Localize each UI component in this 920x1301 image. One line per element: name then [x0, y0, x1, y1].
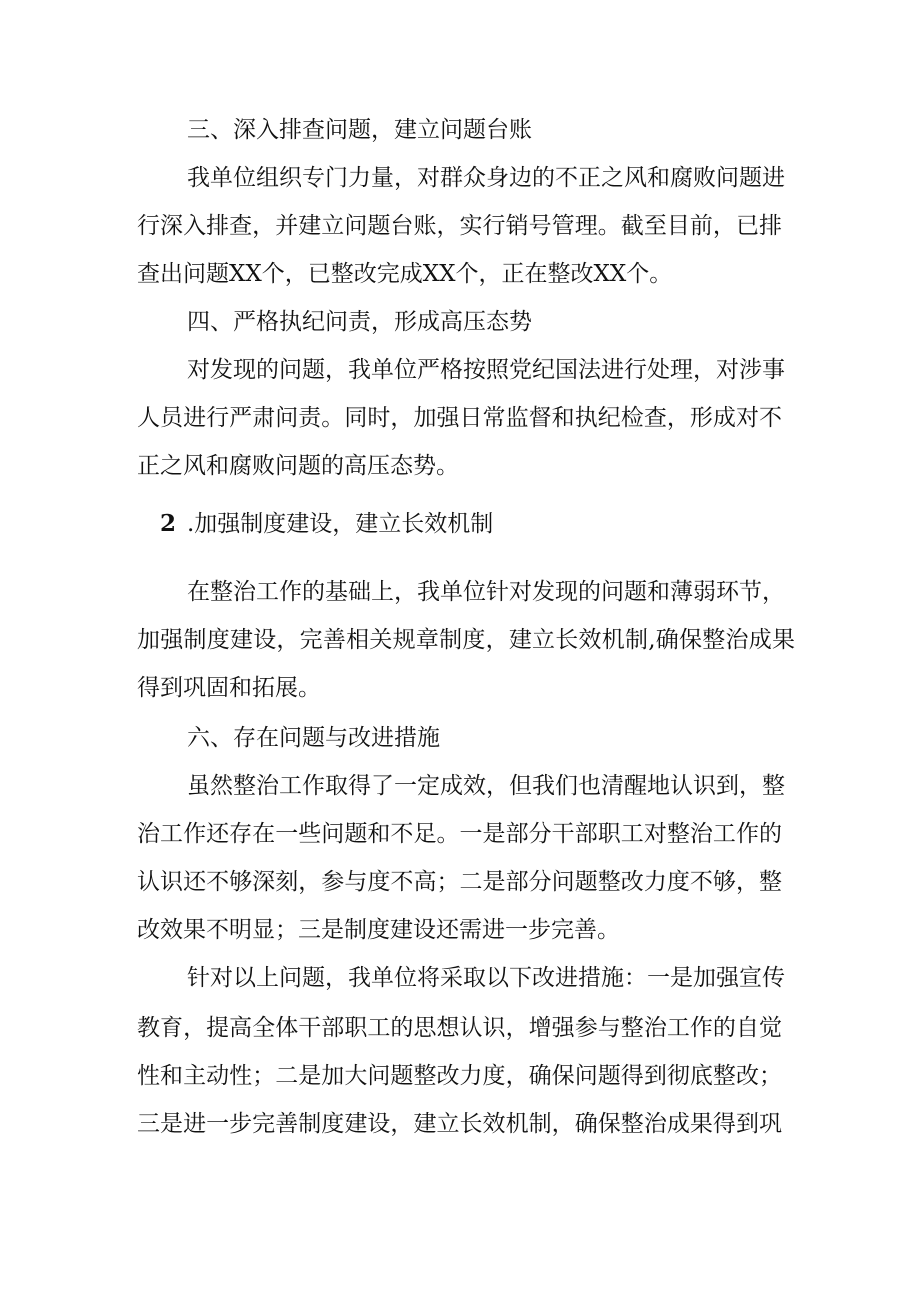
paragraph-line: 正之风和腐败问题的高压态势。 — [137, 453, 459, 479]
section-heading-3: 三、深入排查问题，建立问题台账 — [187, 117, 532, 143]
subsection-number: 2 — [160, 510, 177, 537]
paragraph-line: 加强制度建设，完善相关规章制度，建立长效机制,确保整治成果 — [137, 627, 795, 653]
paragraph-line: 三是进一步完善制度建设，建立长效机制，确保整治成果得到巩 — [137, 1111, 782, 1137]
paragraph-line: 治工作还存在一些问题和不足。一是部分干部职工对整治工作的 — [137, 821, 782, 847]
paragraph-line: 虽然整治工作取得了一定成效，但我们也清醒地认识到，整 — [187, 773, 785, 799]
subsection-heading: .加强制度建设，建立长效机制 — [187, 511, 494, 537]
paragraph-line: 教育，提高全体干部职工的思想认识，增强参与整治工作的自觉 — [137, 1015, 782, 1041]
paragraph-line: 对发现的问题，我单位严格按照党纪国法进行处理，对涉事 — [187, 357, 785, 383]
paragraph-line: 行深入排查，并建立问题台账，实行销号管理。截至目前，已排 — [137, 213, 782, 239]
paragraph-line: 针对以上问题，我单位将采取以下改进措施：一是加强宣传 — [187, 965, 785, 991]
section-heading-6: 六、存在问题与改进措施 — [187, 725, 440, 751]
paragraph-line: 认识还不够深刻，参与度不高；二是部分问题整改力度不够，整 — [137, 869, 782, 895]
paragraph-line: 在整治工作的基础上，我单位针对发现的问题和薄弱环节， — [187, 579, 785, 605]
section-heading-4: 四、严格执纪问责，形成高压态势 — [187, 309, 532, 335]
paragraph-line: 改效果不明显；三是制度建设还需进一步完善。 — [137, 917, 620, 943]
paragraph-line: 得到巩固和拓展。 — [137, 675, 321, 701]
paragraph-line: 查出问题XX个，已整改完成XX个，正在整改XX个。 — [137, 261, 673, 287]
paragraph-line: 我单位组织专门力量，对群众身边的不正之风和腐败问题进 — [187, 165, 785, 191]
paragraph-line: 性和主动性；二是加大问题整改力度，确保问题得到彻底整改； — [137, 1063, 782, 1089]
paragraph-line: 人员进行严肃问责。同时，加强日常监督和执纪检查，形成对不 — [137, 405, 782, 431]
